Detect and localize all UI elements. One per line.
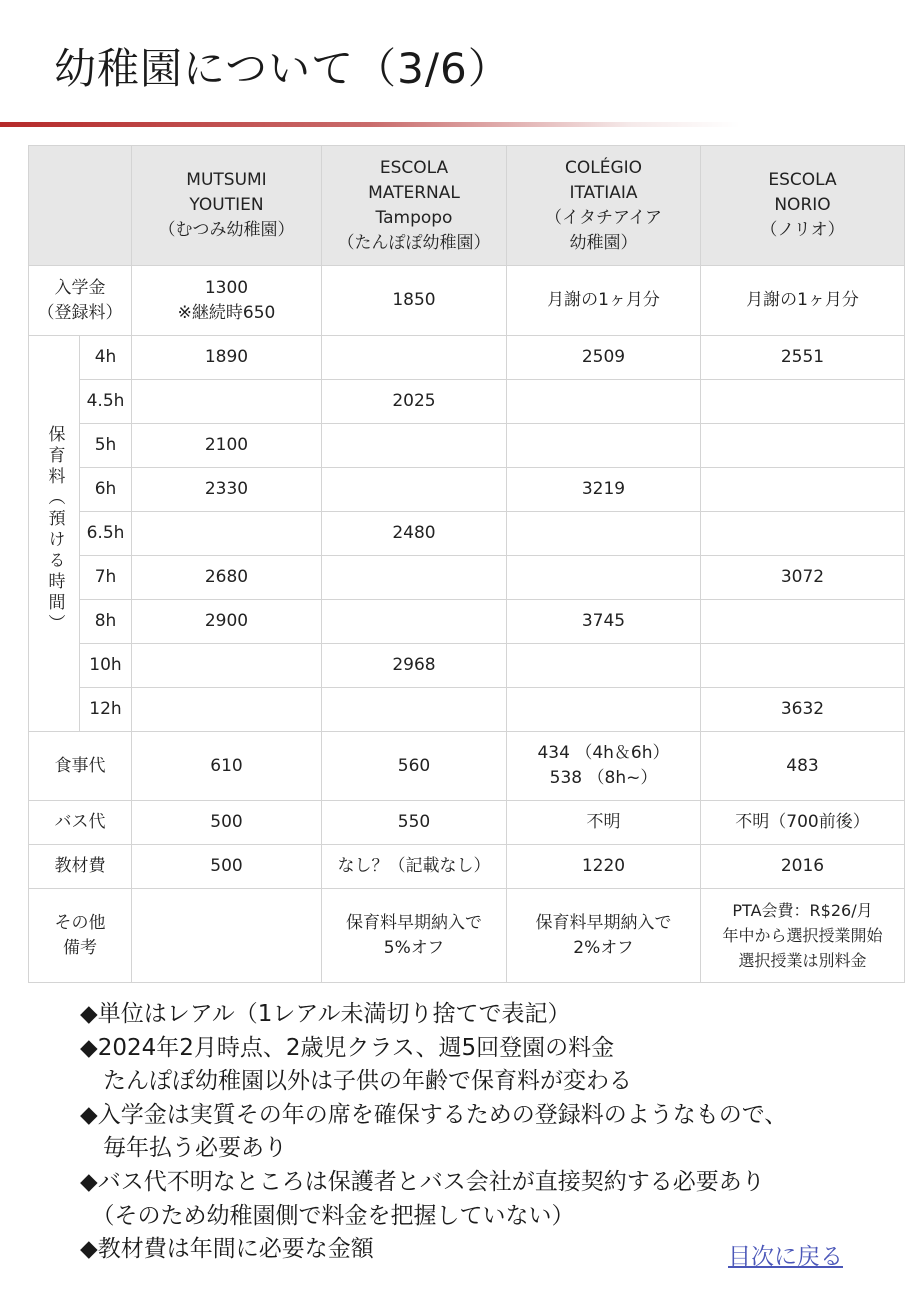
table-cell: 610 [132, 732, 322, 801]
hours-label: 5h [80, 424, 132, 468]
table-cell [322, 336, 507, 380]
row-label: 教材費 [29, 845, 132, 889]
table-cell: 保育料早期納入で 5%オフ [322, 889, 507, 983]
table-cell: 2100 [132, 424, 322, 468]
table-cell: 1220 [507, 845, 701, 889]
table-cell: 3219 [507, 468, 701, 512]
hours-label: 4.5h [80, 380, 132, 424]
table-cell [132, 644, 322, 688]
table-cell [701, 468, 905, 512]
bus-fee-row [29, 801, 905, 845]
table-cell: 月謝の1ヶ月分 [507, 266, 701, 336]
table-cell: 2016 [701, 845, 905, 889]
note-line: （そのため幼稚園側で料金を把握していない） [80, 1202, 575, 1229]
hours-label: 10h [80, 644, 132, 688]
childcare-row [29, 380, 905, 424]
table-cell: 2330 [132, 468, 322, 512]
childcare-row [29, 600, 905, 644]
school-header-norio: ESCOLA NORIO （ノリオ） [701, 146, 905, 266]
table-cell [701, 600, 905, 644]
table-cell [132, 688, 322, 732]
table-cell: PTA会費：R$26/月 年中から選択授業開始 選択授業は別料金 [701, 889, 905, 983]
table-cell [701, 644, 905, 688]
hours-label: 7h [80, 556, 132, 600]
table-cell: 不明（700前後） [701, 801, 905, 845]
table-cell [507, 688, 701, 732]
table-cell: 2551 [701, 336, 905, 380]
hours-label: 8h [80, 600, 132, 644]
other-notes-row [29, 889, 905, 983]
table-cell: 1850 [322, 266, 507, 336]
table-cell: 1890 [132, 336, 322, 380]
table-cell [322, 468, 507, 512]
table-cell [507, 380, 701, 424]
table-cell: 550 [322, 801, 507, 845]
note-line: ◆入学金は実質その年の席を確保するための登録料のようなもので、 [80, 1101, 788, 1128]
hours-label: 12h [80, 688, 132, 732]
childcare-row [29, 512, 905, 556]
table-cell [701, 512, 905, 556]
materials-fee-row [29, 845, 905, 889]
page-title: 幼稚園について（3/6） [54, 44, 511, 93]
note-line: 毎年払う必要あり [80, 1135, 287, 1162]
table-cell [701, 424, 905, 468]
table-cell [507, 644, 701, 688]
table-cell [322, 600, 507, 644]
table-cell: 500 [132, 845, 322, 889]
note-line: ◆2024年2月時点、2歳児クラス、週5回登園の料金 [80, 1034, 615, 1061]
header-corner [29, 146, 132, 266]
table-cell [701, 380, 905, 424]
table-cell: 2025 [322, 380, 507, 424]
row-label: バス代 [29, 801, 132, 845]
table-cell: 3745 [507, 600, 701, 644]
table-cell: 483 [701, 732, 905, 801]
hours-label: 4h [80, 336, 132, 380]
row-label: 食事代 [29, 732, 132, 801]
childcare-group-label: 保育料（預ける時間） [29, 336, 80, 732]
table-cell [132, 512, 322, 556]
table-header-row [29, 146, 905, 266]
table-cell [132, 889, 322, 983]
table-cell: 2900 [132, 600, 322, 644]
note-line: たんぽぽ幼稚園以外は子供の年齢で保育料が変わる [80, 1068, 632, 1095]
hours-label: 6.5h [80, 512, 132, 556]
fee-comparison-table [28, 145, 905, 983]
table-cell [322, 556, 507, 600]
table-cell [507, 556, 701, 600]
table-cell: 3632 [701, 688, 905, 732]
childcare-row [29, 688, 905, 732]
table-cell: 3072 [701, 556, 905, 600]
table-cell: 2480 [322, 512, 507, 556]
table-cell: 不明 [507, 801, 701, 845]
childcare-row [29, 556, 905, 600]
table-cell [507, 424, 701, 468]
note-line: ◆単位はレアル（1レアル未満切り捨てで表記） [80, 1001, 571, 1027]
table-cell: 2680 [132, 556, 322, 600]
school-header-mutsumi: MUTSUMI YOUTIEN （むつみ幼稚園） [132, 146, 322, 266]
table-cell: 500 [132, 801, 322, 845]
title-divider [0, 122, 740, 127]
childcare-row [29, 644, 905, 688]
childcare-row [29, 424, 905, 468]
meal-fee-row [29, 732, 905, 801]
hours-label: 6h [80, 468, 132, 512]
back-to-contents-link[interactable]: 目次に戻る [728, 1244, 843, 1270]
table-cell: 保育料早期納入で 2%オフ [507, 889, 701, 983]
table-cell: 月謝の1ヶ月分 [701, 266, 905, 336]
entrance-fee-row [29, 266, 905, 336]
table-cell: 1300 ※継続時650 [132, 266, 322, 336]
school-header-itatiaia: COLÉGIO ITATIAIA （イタチアイア 幼稚園） [507, 146, 701, 266]
table-cell: なし？（記載なし） [322, 845, 507, 889]
school-header-tampopo: ESCOLA MATERNAL Tampopo （たんぽぽ幼稚園） [322, 146, 507, 266]
table-cell [322, 424, 507, 468]
row-label: 入学金 （登録料） [29, 266, 132, 336]
row-label: その他 備考 [29, 889, 132, 983]
table-cell: 434 （4h＆6h） 538 （8h~） [507, 732, 701, 801]
table-cell: 560 [322, 732, 507, 801]
note-line: ◆教材費は年間に必要な金額 [80, 1236, 374, 1263]
childcare-row [29, 336, 905, 380]
notes-list [80, 998, 880, 1267]
table-cell [132, 380, 322, 424]
table-cell [322, 688, 507, 732]
table-cell [507, 512, 701, 556]
note-line: ◆バス代不明なところは保護者とバス会社が直接契約する必要あり [80, 1168, 765, 1195]
table-cell: 2968 [322, 644, 507, 688]
table-cell: 2509 [507, 336, 701, 380]
childcare-row [29, 468, 905, 512]
